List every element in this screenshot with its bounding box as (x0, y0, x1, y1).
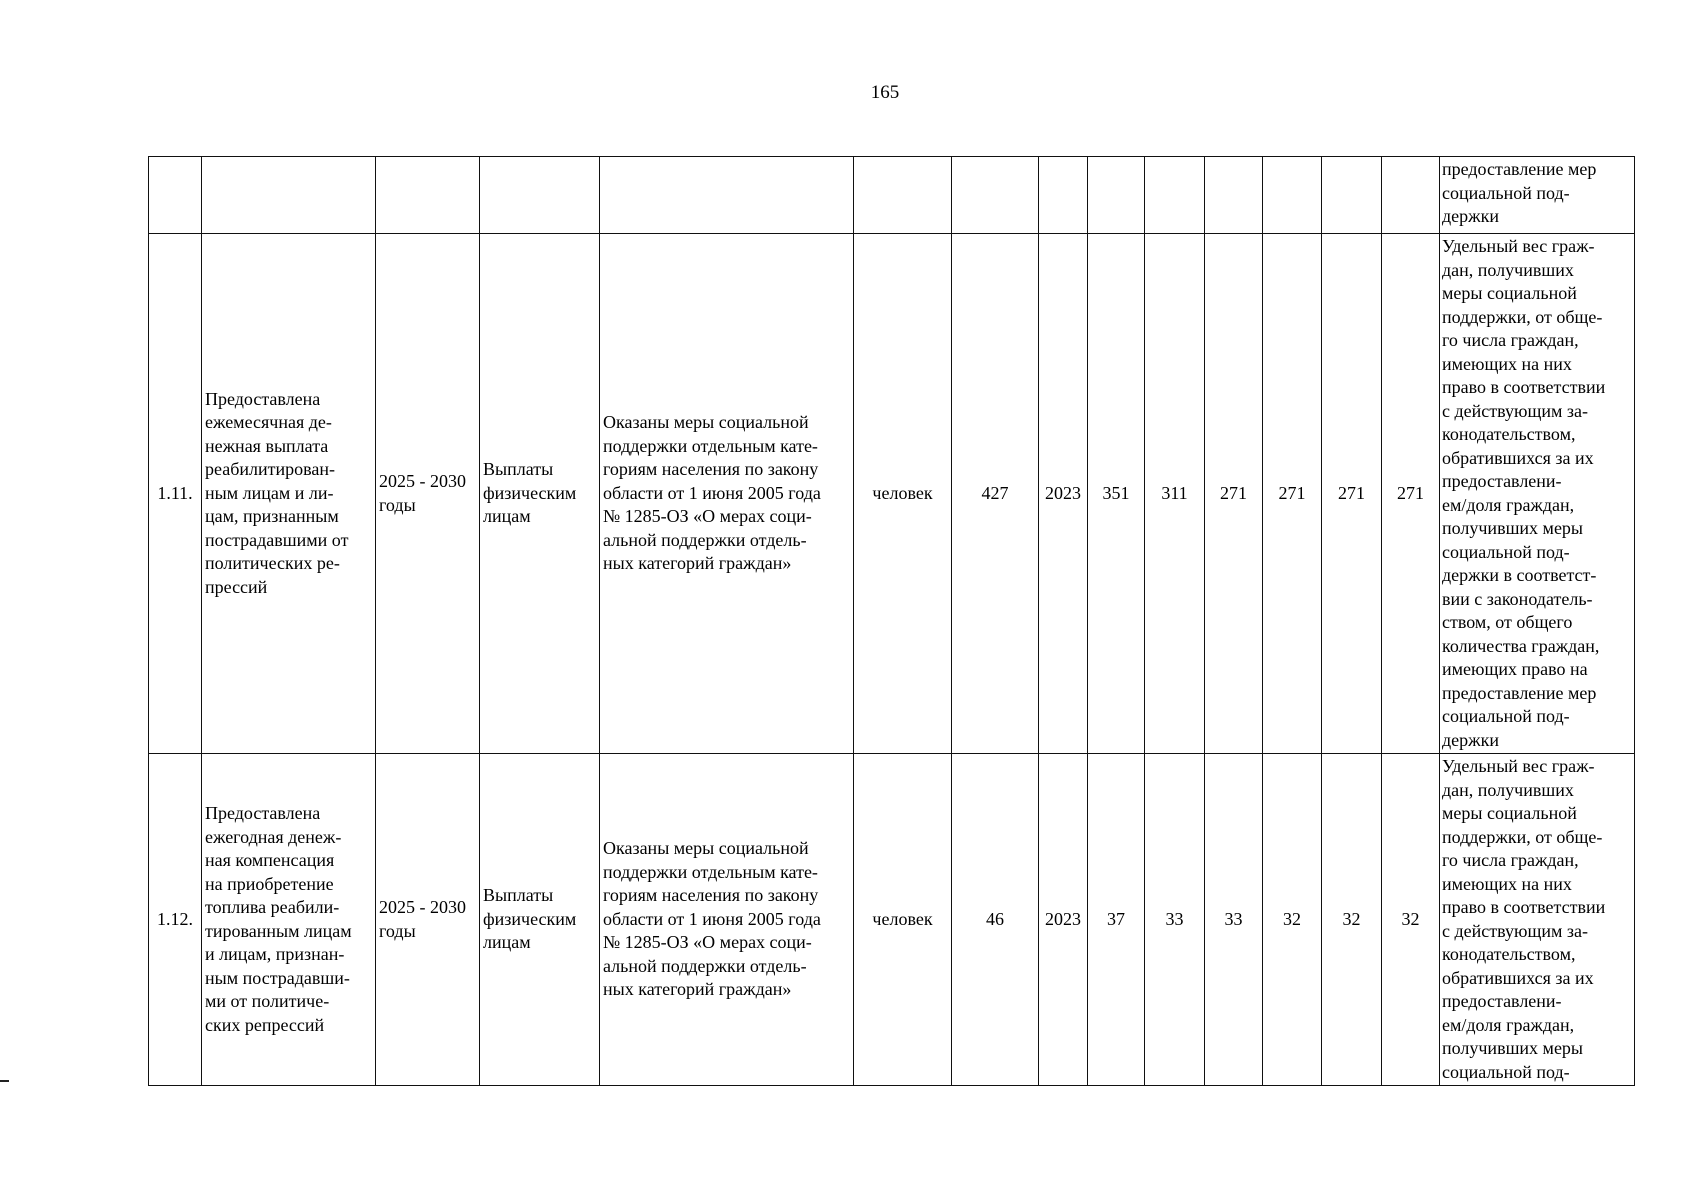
cell-empty (149, 157, 202, 234)
value-2028-cell: 32 (1263, 754, 1322, 1086)
cell-empty (1322, 157, 1382, 234)
scan-edge-mark (0, 1080, 9, 1082)
cell-empty (1382, 157, 1440, 234)
cell-empty (1145, 157, 1205, 234)
cell-empty (1205, 157, 1263, 234)
value-2029-cell: 32 (1322, 754, 1382, 1086)
description-cell (600, 234, 854, 754)
cell-empty (854, 157, 952, 234)
value-2025-cell: 351 (1088, 234, 1145, 754)
indicator-cell (1440, 157, 1635, 234)
indicator-text: предоставление мер социальной под- держки (1442, 159, 1597, 226)
value-2030-cell: 32 (1382, 754, 1440, 1086)
cell-empty (1088, 157, 1145, 234)
base-year-cell: 2023 (1039, 234, 1088, 754)
indicator-text: Удельный вес граж- дан, получивших меры социальной поддержки, от обще- го числа граждан, имеющих на них право в соответствии с действующим за- конодательством, обратившихся за их предоставлени- ем/доля граждан, получивших меры социальной под- (1442, 756, 1606, 1082)
value-2030-cell: 271 (1382, 234, 1440, 754)
table-row (149, 234, 1635, 754)
type-text: Выплаты физическим лицам (483, 885, 577, 953)
description-cell (600, 754, 854, 1086)
period-cell (376, 754, 480, 1086)
base-year-cell: 2023 (1039, 754, 1088, 1086)
indicator-cell (1440, 754, 1635, 1086)
period-text: 2025 - 2030 годы (379, 897, 466, 941)
description-text: Оказаны меры социальной поддержки отдельным кате- гориям населения по закону области от 1 июня 2005 года № 1285-ОЗ «О мерах соци- альной поддержки отдель- ных категорий граждан» (603, 412, 821, 574)
value-2026-cell: 33 (1145, 754, 1205, 1086)
table-row (149, 754, 1635, 1086)
period-text: 2025 - 2030 годы (379, 471, 466, 515)
result-cell (202, 754, 376, 1086)
base-value-cell: 46 (952, 754, 1039, 1086)
row-number: 1.11. (149, 234, 202, 754)
indicator-cell (1440, 234, 1635, 754)
description-text: Оказаны меры социальной поддержки отдельным кате- гориям населения по закону области от 1 июня 2005 года № 1285-ОЗ «О мерах соци- альной поддержки отдель- ных категорий граждан» (603, 838, 821, 1000)
row-number: 1.12. (149, 754, 202, 1086)
result-cell (202, 234, 376, 754)
type-cell (480, 234, 600, 754)
base-value-cell: 427 (952, 234, 1039, 754)
cell-empty (1263, 157, 1322, 234)
measures-table (148, 156, 1635, 1086)
cell-empty (952, 157, 1039, 234)
result-text: Предоставлена ежемесячная де- нежная выплата реабилитирован- ным лицам и ли- цам, признанным пострадавшими от политических ре- прессий (205, 388, 349, 597)
value-2027-cell: 33 (1205, 754, 1263, 1086)
indicator-text: Удельный вес граж- дан, получивших меры социальной поддержки, от обще- го числа граждан, имеющих на них право в соответствии с действующим за- конодательством, обратившихся за их предоставлени- ем/доля граждан, получивших меры социальной под- держки в соответст- вии с законодатель- ством, от общего количества граждан, имеющих право на предоставление мер социальной под- держки (1442, 236, 1606, 750)
value-2027-cell: 271 (1205, 234, 1263, 754)
cell-empty (1039, 157, 1088, 234)
unit-cell: человек (854, 234, 952, 754)
cell-empty (202, 157, 376, 234)
value-2029-cell: 271 (1322, 234, 1382, 754)
table-row (149, 157, 1635, 234)
cell-empty (600, 157, 854, 234)
type-cell (480, 754, 600, 1086)
page-number: 165 (870, 82, 900, 103)
value-2028-cell: 271 (1263, 234, 1322, 754)
value-2026-cell: 311 (1145, 234, 1205, 754)
value-2025-cell: 37 (1088, 754, 1145, 1086)
result-text: Предоставлена ежегодная денеж- ная компенсация на приобретение топлива реабили- тированным лицам и лицам, признан- ным пострадавши- ми от политиче- ских репрессий (205, 803, 352, 1035)
unit-cell: человек (854, 754, 952, 1086)
period-cell (376, 234, 480, 754)
cell-empty (480, 157, 600, 234)
type-text: Выплаты физическим лицам (483, 459, 577, 527)
cell-empty (376, 157, 480, 234)
